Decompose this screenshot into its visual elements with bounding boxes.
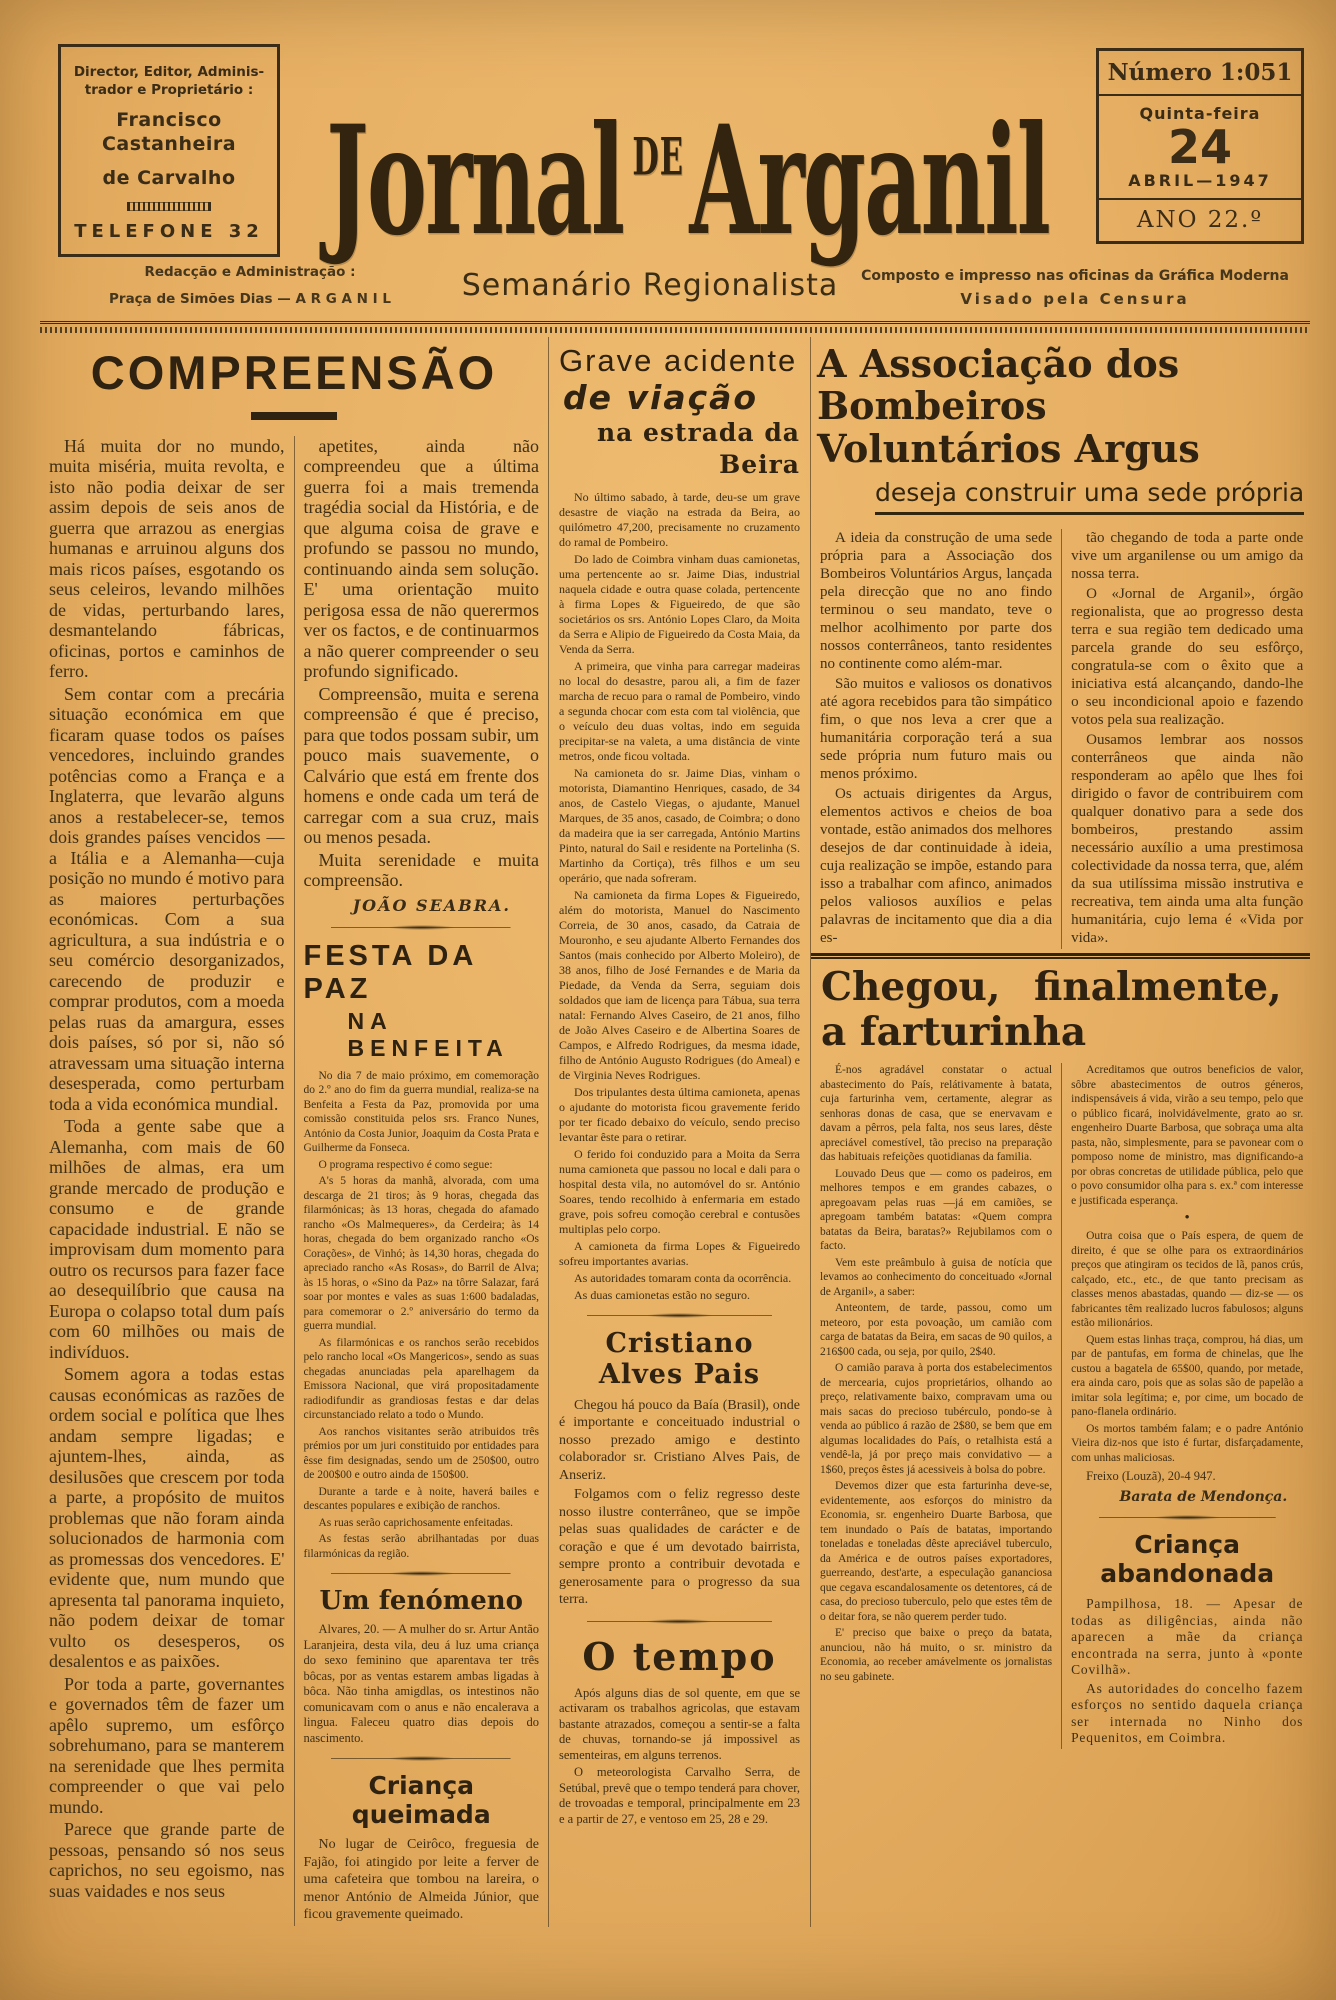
hatch-ornament xyxy=(127,202,211,211)
tempo-title: O tempo xyxy=(582,1633,777,1679)
farturinha-title xyxy=(821,965,1310,1055)
farturinha-title-line1: Chegou, finalmente, xyxy=(821,964,1282,1011)
issue-info-box xyxy=(1096,48,1304,244)
paragraph: Aos ranchos visitantes serão atribuidos três prémios por um juri constituido por entidades para êsse fim designadas, sendo um de 250$00, outro de 200$00 e outro ainda de 150$00. xyxy=(303,1425,539,1482)
acidente-title-line2: de viação xyxy=(563,377,759,417)
column-5-lower xyxy=(1061,1063,1310,1749)
publisher-info-box xyxy=(58,44,280,257)
paragraph: Quem estas linhas traça, comprou, há dias, um par de pantufas, em forma de chinelas, que lhe custou a bagatela de 65$00, quando, por metade, era ainda caro, pois que as solas são de papelão a imitar sola legítima; e, por cime, um bocado de pano-flanela ordinário. xyxy=(1071,1333,1304,1419)
paragraph: apetites, ainda não compreendeu que a última guerra foi a mais tremenda tragédia social da História, e de que alguma coisa de grave e profundo se passou no mundo, continuando ainda sem solução. E' uma orientação muito perigosa essa de não querermos ver os factos, e de continuarmos a não querer compreender o seu profundo significado. xyxy=(303,435,539,682)
issue-weekday: Quinta-feira xyxy=(1139,104,1261,123)
paragraph: Do lado de Coimbra vinham duas camionetas, uma pertencente ao sr. Jaime Dias, industrial naquela cidade e outra quase colada, pertencente à firma Lopes & Figueiredo, de que são societários os srs. António Lopes Claro, da Moita da Serra e Alipio de Figueiredo da Costa Maia, da Venda da Serra. xyxy=(559,551,800,656)
telephone-number: TELEFONE 32 xyxy=(74,220,264,242)
paragraph: Toda a gente sabe que a Alemanha, com mais de 60 milhões de almas, era um grande mercado de produção e consumo e de grande capacidade industrial. E não se improvisam dum momento para outro os recursos para fazer face ao desequilíbrio que causa na Europa o colapso total dum país com 60 milhões ou mais de indivíduos. xyxy=(49,1116,285,1362)
paragraph: As festas serão abrilhantadas por duas filarmónicas da região. xyxy=(303,1533,539,1560)
page-content xyxy=(40,337,1310,1927)
masthead xyxy=(40,26,1310,270)
printing-line1: Composto e impresso nas oficinas da Gráfica Moderna xyxy=(861,268,1289,285)
title-word-arganil: Arganil xyxy=(689,92,1050,270)
section-ornament xyxy=(326,1569,518,1578)
compreensao-signature: JOÃO SEABRA. xyxy=(352,895,511,915)
section-divider-rule xyxy=(811,953,1310,959)
acidente-title xyxy=(559,343,800,482)
issue-year-count: ANO 22.º xyxy=(1136,207,1264,234)
bombeiros-column-1 xyxy=(811,529,1061,949)
festa-body xyxy=(304,1069,540,1562)
acidente-title-line1: Grave acidente xyxy=(559,342,798,378)
paragraph: Muita serenidade e muita compreensão. xyxy=(303,849,539,891)
farturinha-column-1 xyxy=(811,1063,1061,1749)
newspaper-title xyxy=(280,26,1096,270)
section-ornament xyxy=(581,1617,778,1626)
newspaper-tagline: Semanário Regionalista xyxy=(461,268,839,304)
bombeiros-columns xyxy=(811,529,1310,949)
farturinha-column-2a xyxy=(1071,1063,1303,1208)
paragraph: Por toda a parte, governantes e governados têm de fazer um apêlo supremo, um esfôrço sobrehumano, para se manterem na serenidade que lhes permita compreender o que vai pelo mundo. xyxy=(49,1673,285,1817)
publisher-name-line2: de Carvalho xyxy=(102,166,236,189)
section-ornament xyxy=(1093,1513,1281,1522)
column-2 xyxy=(294,436,549,1926)
paragraph: A camioneta da firma Lopes & Figueiredo sofreu importantes avarias. xyxy=(559,1238,800,1268)
tempo-body xyxy=(559,1686,800,1828)
publisher-name-line1: Francisco Castanheira xyxy=(101,109,237,156)
section-ornament xyxy=(581,1311,778,1320)
paragraph: É-nos agradável constatar o actual abastecimento do País, relátivamente à batata, cuja farturinha vem, certamente, alegrar as senhoras donas de casa, que se enervavam e davam a pêrros, pela falta, nos seus lares, dêste apreciável comestível, tão preciso na preparação das habituais refeições quotidianas da familia. xyxy=(820,1064,1053,1164)
article-compreensao xyxy=(40,337,548,1927)
address-line2: Praça de Simões Dias — A R G A N I L xyxy=(109,290,391,307)
title-underline-ornament xyxy=(251,412,337,420)
paragraph: E' preciso que baixe o preço da batata, anunciou, não há muito, o sr. ministro da Economia, ao receber amávelmente os jornalistas no seu gabinete. xyxy=(820,1627,1053,1683)
farturinha-columns xyxy=(811,1063,1310,1749)
newspaper-title-text xyxy=(326,92,1050,270)
paragraph: Chegou há pouco da Baía (Brasil), onde é importante e conceituado industrial o nosso prezado amigo e destinto colaborador sr. Cristiano Alves Pais, de Anseriz. xyxy=(559,1397,800,1483)
dot-separator: • xyxy=(1184,1210,1190,1227)
paragraph: O ferido foi conduzido para a Moita da Serra numa camioneta que passou no local e dali para o hospital desta vila, no automóvel do sr. António Soares, tendo recolhido à enfermaria em estado grave, pois sofreu comoção cerebral e contusões multiplas pelo corpo. xyxy=(559,1146,800,1236)
subtitle-row xyxy=(40,259,1310,313)
issue-number: Número 1:051 xyxy=(1099,51,1301,96)
paragraph: Ousamos lembrar aos nossos conterrâneos que ainda não responderam ao apêlo que lhes foi dirigido o favor de contribuirem com qualquer donativo para a sede dos bombeiros, prestando assim necessário auxílio a uma prestimosa colectividade da nossa terra, que, além da sua utilíssima missão instrutiva e recreativa, tem ainda uma alta função humanitária, cujo lema é «Vida por vida». xyxy=(1071,732,1304,947)
paragraph: Sem contar com a precária situação económica em que ficaram quase todos os países vencedores, incluindo grandes potências como a França e a Inglaterra, que levarão alguns anos a restabelecer-se, temos dois grandes países vencidos —a Itália e a Alemanha—cuja posição no mundo é motivo para as maiores perturbações económicas. Com a sua agricultura, a sua indústria e o seu comércio desorganizados, carecendo de produzir e comprar produtos, com a moeda pelas ruas da amargura, esses dois países, só por si, não só atravessam uma situação interna desesperada, como perturbam toda a vida económica mundial. xyxy=(49,683,285,1114)
abandonada-title: Criança abandonada xyxy=(1100,1530,1275,1589)
title-word-jornal: Jornal xyxy=(326,92,624,270)
fenomeno-title: Um fenómeno xyxy=(319,1586,523,1617)
bombeiros-title-line2: Voluntários Argus xyxy=(817,425,1200,471)
paragraph: Anteontem, de tarde, passou, como um meteoro, por esta povoação, um camião com carga de batatas da Beira, em sacas de 90 quilos, a 216$00 cada, ou seja, por quilo, 2$40. xyxy=(820,1302,1053,1358)
paragraph: As autoridades tomaram conta da ocorrência. xyxy=(574,1270,792,1285)
paragraph: No último sabado, à tarde, deu-se um grave desastre de viação na estrada da Beira, ao quilómetro 47,200, precisamente no cruzamento do ramal de Pombeiro. xyxy=(559,489,800,549)
section-ornament xyxy=(326,1754,518,1763)
paragraph: A primeira, que vinha para carregar madeiras no local do desastre, parou ali, a fim de fazer marcha de recuo para o ramal de Pombeiro, vindo a segunda chocar com esta com tal violência, que o veículo deu duas voltas, indo em seguida precipitar-se na valeta, a uma distância de vinte metros, onde ficou voltada. xyxy=(559,658,800,763)
festa-title xyxy=(304,940,540,1062)
printing-info xyxy=(840,263,1310,308)
paragraph: Dos tripulantes desta última camioneta, apenas o ajudante do motorista ficou gravemente ferido por ter ficado debaixo do veículo, sendo preciso levantar êste para o retirar. xyxy=(559,1084,800,1144)
paragraph: As ruas serão caprichosamente enfeitadas. xyxy=(318,1516,513,1529)
bombeiros-title-line1: A Associação dos Bombeiros xyxy=(817,340,1180,429)
publisher-role-line2: trador e Proprietário : xyxy=(84,82,254,99)
paragraph: Somem agora a todas estas causas económicas as razões de ordem social e política que lhes andam sempre ligadas; e ajuntem-lhes, ainda, as desilusões que crescem por toda a parte, a propósito de muitos problemas que não foram ainda solucionados de harmonia com as promessas dos vencedores. E' evidente que, num mundo que apresenta tal panorama inquieto, não podem deixar de tomar vulto os desesperos, os desalentos e as paixões. xyxy=(49,1364,285,1672)
paragraph: tão chegando de toda a parte onde vive um arganilense ou um amigo da nossa terra. xyxy=(1071,530,1304,583)
paragraph: As filarmónicas e os ranchos serão recebidos pelo rancho local «Os Mangericos», sendo as suas chegadas anunciadas pela aparelhagem da Emissora Nacional, que virá propositadamente radiodifundir as grandiosas festas e dar delas circunstanciado relato a todo o Mundo. xyxy=(303,1336,539,1422)
queimada-title: Criança queimada xyxy=(351,1771,491,1830)
paragraph: Parece que grande parte de pessoas, pensando só nos seus caprichos, no seu egoismo, nas suas vaidades e nos seus xyxy=(49,1819,285,1901)
columns-4-5 xyxy=(810,337,1310,1927)
paragraph: A ideia da construção de uma sede própria para a Associação dos Bombeiros Voluntários Argus, lançada pela direcção que no ano findo terminou o seu mandato, teve o melhor acolhimento por parte dos nossos conterrâneos, tanto residentes no continente como além-mar. xyxy=(820,530,1053,673)
paragraph: Há muita dor no mundo, muita miséria, muita revolta, e isto não podia deixar de ser assim depois de seis anos de guerra que arrazou as energias humanas e arruinou alguns dos mais ricos países, esgotando os seus celeiros, levando milhões de vidas, perturbando lares, desmantelando fábricas, oficinas, portos e caminhos de ferro. xyxy=(49,435,285,682)
bombeiros-subtitle: deseja construir uma sede própria xyxy=(875,478,1304,515)
paragraph: Durante a tarde e à noite, haverá bailes e descantes populares e exibição de ranchos. xyxy=(303,1485,539,1513)
issue-month-year: ABRIL—1947 xyxy=(1099,171,1301,200)
paragraph: Após alguns dias de sol quente, em que se activaram os trabalhos agricolas, que estavam bastante atrazados, começou a sentir-se a falta de chuvas, tornando-se já impossivel as sementeiras, em alguns terrenos. xyxy=(559,1685,800,1762)
section-ornament xyxy=(326,923,518,932)
issue-day: 24 xyxy=(1167,120,1232,174)
compreensao-title: COMPREENSÃO xyxy=(90,345,498,399)
paragraph: Na camioneta da firma Lopes & Figueiredo, além do motorista, Manuel do Nascimento Correia, de 30 anos, casado, da Catraia de Mouronho, e seu ajudante Alberto Fernandes dos Santos (mais conhecido por Alberto Moleiro), de 38 anos, filho de José Fernandes e de Maria da Piedade, da Venda da Serra, seguiam dois soldados que iam de licença para Tábua, sua terra natal: Fernando Alves Caseiro, de 21 anos, filho de João Alves Caseiro e de Albertina Soares de Campos, e Alfredo Rodrigues, da mesma idade, filho de António Augusto Rodrigues (do Ameal) e de Virginia Neves Rodrigues. xyxy=(559,887,800,1082)
compreensao-column-1 xyxy=(40,436,294,1926)
paragraph: O meteorologista Carvalho Serra, de Setúbal, prevê que o tempo tenderá para chover, de trovoadas e temporal, principalmente em 23 e a partir de 27, e ventoso em 25, 28 e 29. xyxy=(559,1765,800,1826)
paragraph: O camião parava à porta dos estabelecimentos de mercearia, cujos proprietários, olhando ao preço, relativamente baixo, compravam uma ou mais sacas do precioso tubérculo, pondo-se à venda ao público á razão de 2$80, se bem que em algumas localidades do País, o retalhista está a vendê-la, já por preço mais convidativo — a 1$60, preços êstes já acessiveis à bolsa do pobre. xyxy=(820,1362,1053,1476)
bombeiros-title xyxy=(817,340,1310,471)
paragraph: No dia 7 de maio próximo, em comemoração do 2.º ano do fim da guerra mundial, realiza-se na Benfeita a Festa da Paz, promovida por uma comissão constituida pelos srs. Franco Nunes, António da Costa Junior, Joaquim da Costa Prata e Guilherme da Fonseca. xyxy=(303,1069,539,1155)
paragraph: Outra coisa que o País espera, de quem de direito, é que se olhe para os extraordinários preços que atingiram os tecidos de lã, panos crús, calçado, etc., etc., de que tanto precisam as classes menos abastadas, quando — diz-se — os fabricantes têm realizado lucros fabulosos; alguns estão milionários. xyxy=(1071,1230,1304,1330)
paragraph: A's 5 horas da manhã, alvorada, com uma descarga de 21 tiros; às 9 horas, chegada das filarmónicas; às 13 horas, chegada do afamado rancho «Os Malmequeres», da Cerdeira; às 14 horas, chegada do bem organizado rancho «Os Corações», de Vinhó; às 14,30 horas, chegada do apreciado rancho «As Rosas», do Barril de Alva; às 15 horas, o «Sino da Paz» na tôrre Salazar, fará soar por montes e vales as suas 1:600 badaladas, para comemorar o 2.º aniversário do termo da guerra mundial. xyxy=(303,1175,539,1333)
printing-line2: Visado pela Censura xyxy=(960,289,1190,308)
farturinha-dateline: Freixo (Louzã), 20-4 947. xyxy=(1086,1469,1216,1484)
paragraph: Pampilhosa, 18. — Apesar de todas as diligências, ainda não aparecen a mãe da criança encontrada na serra, junto à «ponte Covilhã». xyxy=(1071,1596,1304,1678)
farturinha-column-2b xyxy=(1071,1229,1303,1465)
paragraph: As autoridades do concelho fazem esforços no sentido daquela criança ser internada no Ninho dos Pequenitos, em Coimbra. xyxy=(1071,1680,1304,1746)
paragraph: São muitos e valiosos os donativos até agora recebidos para tão simpático fim, o que nos leva a crer que a humanitária corporação terá a sua sede própria num futuro mais ou menos próximo. xyxy=(820,676,1053,783)
farturinha-title-line2: a farturinha xyxy=(821,1009,1087,1056)
paragraph: Acreditamos que outros beneficios de valor, sôbre abastecimentos de outros géneros, indispensáveis á vida, virão a seu tempo, pelo que o público ficará, inolvidávelmente, grato ao sr. engenheiro Duarte Barbosa, que sobraça uma alta pasta, não, simplesmente, para se pavonear com o pomposo nome de ministro, mas dignificando-a por obras concretas de utilidade pública, pelo que o povo consumidor olha para s. ex.ª com interesse e justificada esperança. xyxy=(1071,1064,1304,1207)
compreensao-column-2 xyxy=(304,436,540,891)
festa-title-line1: FESTA DA PAZ xyxy=(303,939,477,1005)
masthead-separator-rule xyxy=(40,321,1310,333)
address-line1: Redacção e Administração : xyxy=(144,263,356,280)
abandonada-body xyxy=(1071,1596,1303,1747)
acidente-body xyxy=(559,490,800,1303)
paragraph: Os actuais dirigentes da Argus, elementos activos e cheios de boa vontade, estão animados dos melhores desejos de dar continuidade à ideia, cuja realização se impõe, estando para isso a trabalhar com afinco, animados pelos valiosos auxílios e pelas palavras de incitamento que dia a dia es- xyxy=(820,786,1053,947)
paragraph: Folgamos com o feliz regresso deste nosso ilustre conterrâneo, que se impõe pelas suas qualidades de carácter e de coração e que é um devotado bairrista, sempre pronto a contribuir devotada e generosamente para o progresso da sua terra. xyxy=(559,1487,800,1608)
column-3 xyxy=(548,337,810,1927)
paragraph: Os mortos também falam; e o padre António Vieira diz-nos que isto é furtar, disfarçadamente, com unhas maliciosas. xyxy=(1071,1422,1304,1464)
title-word-de: DE xyxy=(632,128,685,189)
paragraph: No lugar de Ceirôco, freguesia de Fajão, foi atingido por leite a ferver de uma cafeteira que tombou na lareira, o menor António de Almeida Júnior, que ficou gravemente queimado. xyxy=(303,1837,539,1923)
paragraph: O programa respectivo é como segue: xyxy=(318,1158,493,1171)
farturinha-signature: Barata de Mendonça. xyxy=(1119,1489,1288,1506)
paragraph: Devemos dizer que esta farturinha deve-se, evidentemente, aos esforços do ministro da Economia, sr. engenheiro Duarte Barbosa, que tem inundado o País de batatas, importando toneladas e toneladas dêste apreciável tuberculo, da América e de outros países exportadores, guerreando, dest'arte, a especulação gananciosa que cegava escandalosamente os detentores, cá de casa, do precioso tuberculo, pelo que estes têm de o deitar fora, se não querem perder tudo. xyxy=(820,1480,1053,1623)
compreensao-columns xyxy=(40,436,548,1926)
paragraph: O «Jornal de Arganil», órgão regionalista, que ao progresso desta terra e sua região tem dedicado uma parcela grande do seu esfôrço, congratula-se com o êxito que a iniciativa está alcançando, dando-lhe o seu incondicional apoio e fazendo votos pela sua realização. xyxy=(1071,586,1304,729)
cristiano-body xyxy=(559,1397,800,1609)
paragraph: Alvares, 20. — A mulher do sr. Artur Antão Laranjeira, desta vila, deu á luz uma criança do sexo feminino que aparentava ter três bôcas, por as ventas estarem ambas ligadas à bôca. Não tinha amigdlas, os intestinos não comunicavam com o anus e não encalerava a lingua. Faleceu quatro dias depois do nascimento. xyxy=(303,1622,539,1745)
queimada-body xyxy=(304,1836,540,1924)
paragraph: Compreensão, muita e serena compreensão é que é preciso, para que todos possam subir, um pouco mais suavemente, o Calvário que está em frente dos homens e onde cada um terá de carregar com a sua cruz, mais ou menos pesada. xyxy=(303,683,539,848)
festa-title-line2: NA BENFEITA xyxy=(347,1007,509,1061)
paragraph: Vem este preâmbulo à guisa de notícia que levamos ao conhecimento do conceituado «Jornal de Arganil», a saber: xyxy=(820,1256,1053,1298)
fenomeno-body xyxy=(304,1622,540,1746)
bombeiros-column-2 xyxy=(1061,529,1310,949)
paragraph: Louvado Deus que — como os padeiros, em melhores tempos e em grandes cabazes, o apregoavam pelas ruas —já em camiões, se apregoam também batatas: «Quem compra batatas da Beira, baratas?» Rejubilamos com o facto. xyxy=(820,1167,1053,1253)
paragraph: As duas camionetas estão no seguro. xyxy=(574,1287,750,1302)
paragraph: Na camioneta do sr. Jaime Dias, vinham o motorista, Diamantino Henriques, casado, de 34 anos, de Castelo Viegas, o ajudante, Manuel Marques, de 35 anos, casado, de Coimbra; o dono da madeira que ia ser carregada, António Martins Pinto, natural do Sail e residente na Portelinha (S. Martinho da Cortiça), três filhos e um seu operário, que nada sofreram. xyxy=(559,765,800,885)
publisher-role-line1: Director, Editor, Adminis- xyxy=(73,64,265,80)
acidente-title-line3: na estrada da Beira xyxy=(596,417,800,480)
cristiano-title: Cristiano Alves Pais xyxy=(598,1327,761,1390)
